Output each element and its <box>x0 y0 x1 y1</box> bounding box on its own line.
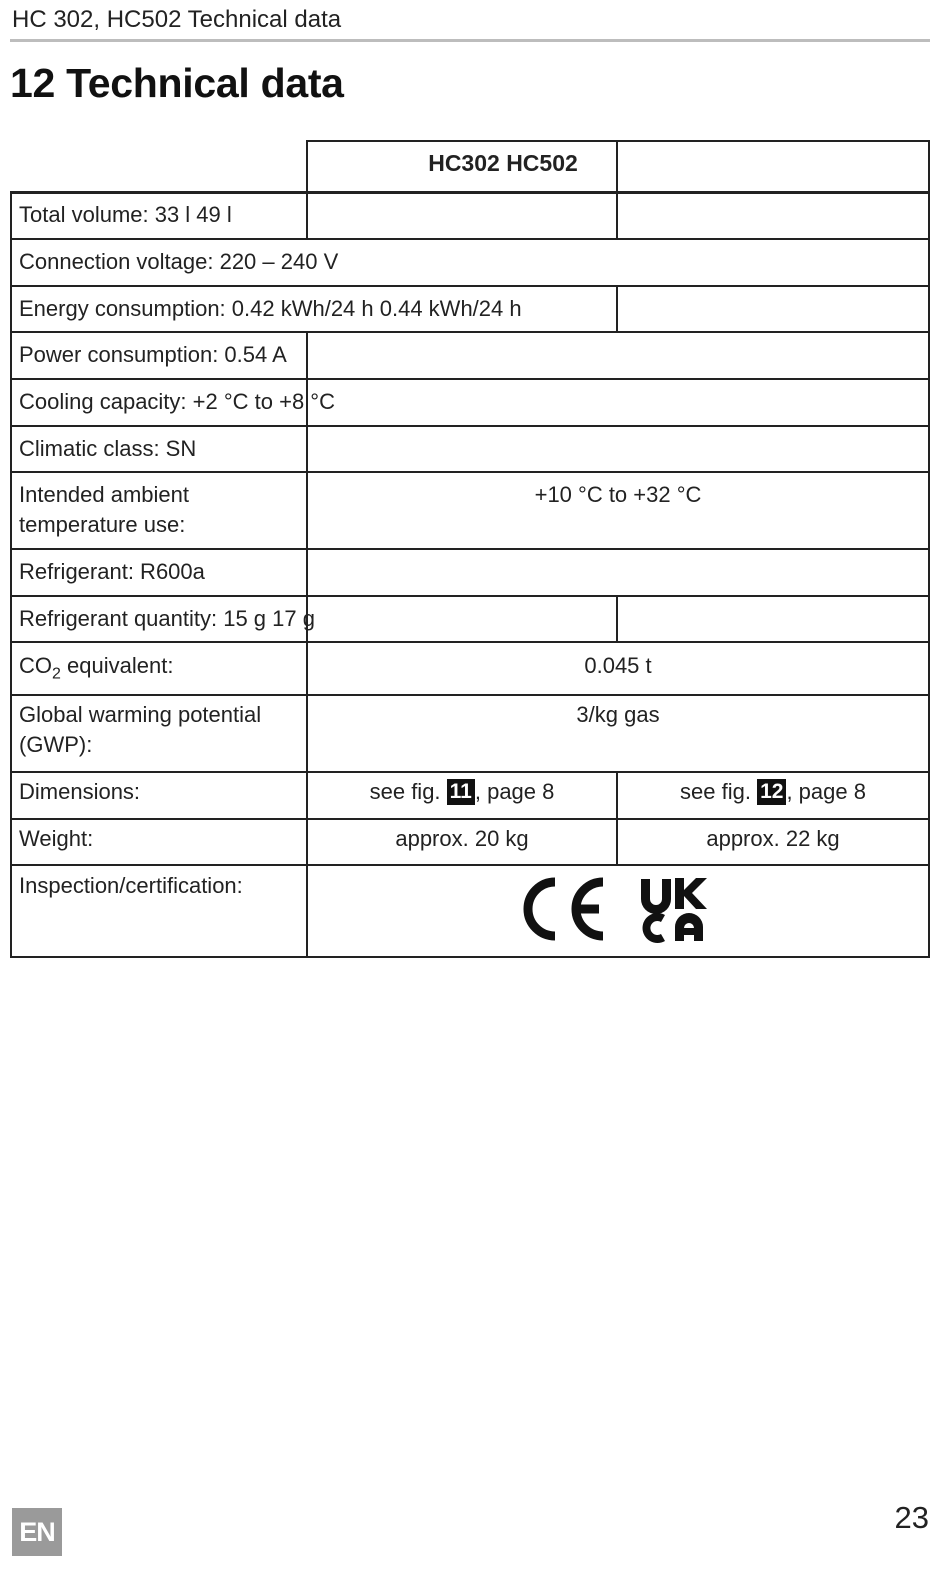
row-dimensions-hc302 <box>308 777 616 807</box>
row-refrigerant: Refrigerant: R600a <box>19 559 205 584</box>
row-co2-value: 0.045 t <box>584 653 652 678</box>
table-rule <box>10 694 930 696</box>
ambient-label-line2: temperature use: <box>19 512 186 537</box>
row-connection-voltage: Connection voltage: 220 – 240 V <box>19 249 339 274</box>
row-dimensions-label: Dimensions: <box>19 779 141 804</box>
row-co2-label <box>10 651 173 689</box>
co2-prefix: CO <box>19 653 52 678</box>
row-weight-hc302: approx. 20 kg <box>395 826 529 851</box>
figure-badge-11: 11 <box>447 779 475 805</box>
row-inspection-label: Inspection/certification: <box>19 873 243 898</box>
dimensions-hc502-prefix: see fig. <box>680 779 758 804</box>
dimensions-hc302-suffix: , page 8 <box>474 779 555 804</box>
table-rule <box>10 238 930 240</box>
row-ambient-value: +10 °C to +32 °C <box>534 482 702 507</box>
table-rule <box>10 771 930 773</box>
row-refrigerant-quantity: Refrigerant quantity: 15 g 17 g <box>19 606 315 631</box>
ukca-mark-icon <box>641 878 707 943</box>
table-rule <box>10 331 930 333</box>
table-rule <box>306 140 930 142</box>
table-divider <box>616 595 618 643</box>
row-cooling-capacity: Cooling capacity: +2 °C to +8 °C <box>19 389 335 414</box>
row-ambient-label <box>10 480 189 540</box>
co2-subscript: 2 <box>52 665 61 683</box>
row-climatic-class: Climatic class: SN <box>19 436 197 461</box>
page-number: 23 <box>894 1500 929 1535</box>
ce-mark-icon <box>528 882 603 936</box>
table-rule <box>10 425 930 427</box>
dimensions-hc302-prefix: see fig. <box>369 779 447 804</box>
running-header: HC 302, HC502 Technical data <box>12 6 342 33</box>
gwp-label-line1: Global warming potential <box>19 702 262 727</box>
certification-marks-icon <box>517 873 707 945</box>
table-rule <box>10 595 930 597</box>
co2-suffix: equivalent: <box>60 653 174 678</box>
dimensions-hc502-suffix: , page 8 <box>786 779 866 804</box>
table-border-right <box>928 140 930 958</box>
row-weight-hc502: approx. 22 kg <box>706 826 840 851</box>
table-rule-bottom <box>10 956 930 958</box>
row-dimensions-hc502 <box>618 777 928 807</box>
table-rule <box>10 864 930 866</box>
table-divider <box>306 331 308 958</box>
row-gwp-label <box>10 700 261 760</box>
table-divider <box>616 285 618 333</box>
chapter-title: 12 Technical data <box>10 60 344 106</box>
row-power-consumption: Power consumption: 0.54 A <box>19 342 287 367</box>
row-gwp-value: 3/kg gas <box>576 702 660 727</box>
ambient-label-line1: Intended ambient <box>19 482 190 507</box>
column-header: HC302 HC502 <box>428 150 578 176</box>
figure-badge-12: 12 <box>757 779 786 805</box>
table-rule-header-bottom <box>10 191 930 194</box>
table-divider <box>306 140 308 240</box>
row-total-volume: Total volume: 33 l 49 l <box>19 202 232 227</box>
row-weight-label: Weight: <box>19 826 94 851</box>
table-rule <box>10 471 930 473</box>
table-rule <box>10 378 930 380</box>
table-rule <box>10 548 930 550</box>
table-rule <box>10 285 930 287</box>
language-badge: EN <box>12 1508 62 1556</box>
table-rule <box>10 641 930 643</box>
gwp-label-line2: (GWP): <box>19 732 93 757</box>
table-rule <box>10 818 930 820</box>
row-energy-consumption: Energy consumption: 0.42 kWh/24 h 0.44 kWh/24 h <box>19 296 522 321</box>
